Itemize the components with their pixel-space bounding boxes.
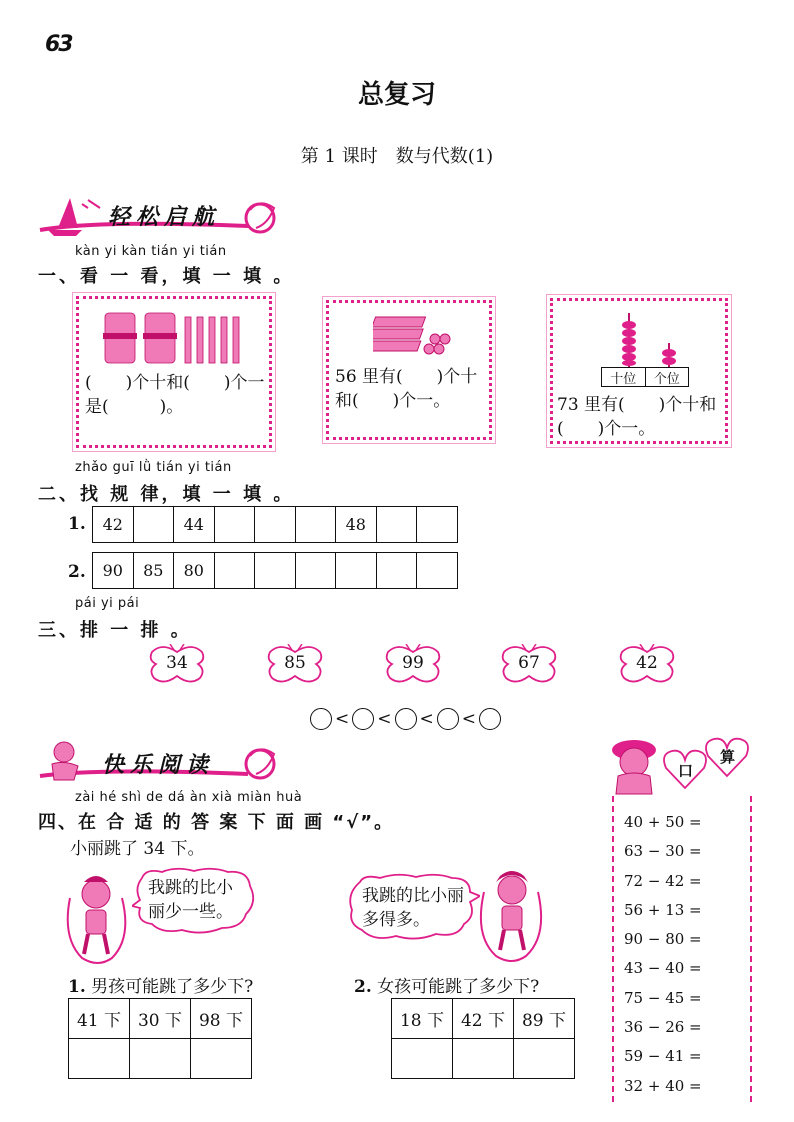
- q4-title: 四、在 合 适 的 答 案 下 面 画 “√”。: [38, 812, 395, 833]
- q2-row2-cell[interactable]: [336, 553, 377, 589]
- q2-row2-cell[interactable]: [295, 553, 336, 589]
- q2-row1-cell: 48: [336, 507, 377, 543]
- q4-part2-table: [391, 998, 575, 1079]
- q3-title: 三、排 一 排 。: [38, 620, 192, 641]
- banner-easy-start: [38, 190, 288, 240]
- mental-calc-item: 43 − 40 =: [624, 959, 702, 978]
- q1-title: 一、看 一 看，填 一 填 。: [38, 266, 295, 287]
- butterfly-number: [500, 644, 558, 688]
- mental-calc-item: 75 − 45 =: [624, 988, 702, 1007]
- q4-part1: [68, 972, 253, 997]
- answer-circle[interactable]: [479, 708, 501, 730]
- q4-part1-table: [68, 998, 252, 1079]
- q2-row2-cell: 85: [133, 553, 174, 589]
- mental-calc-item: 40 + 50 =: [624, 813, 702, 831]
- q1-box3-text: 73 里有( )个十和( )个一。: [557, 395, 717, 439]
- abacus-tens-label: 十位: [602, 368, 646, 386]
- q2-row2-cell: 90: [93, 553, 134, 589]
- q1-pinyin: kàn yi kàn tián yi tián: [75, 244, 227, 259]
- q2-row1-cell: 42: [93, 507, 134, 543]
- mental-calc-item: 32 + 40 =: [624, 1076, 702, 1095]
- butterfly-number: [266, 644, 324, 688]
- abacus-labels: [601, 367, 689, 387]
- boy-jump-rope-icon: [62, 868, 134, 968]
- q2-row1-cell: 44: [174, 507, 215, 543]
- mental-calc-item: 63 − 30 =: [624, 842, 702, 861]
- q4-part2-check-cell[interactable]: [453, 1039, 514, 1079]
- q2-row2-cell[interactable]: [417, 553, 458, 589]
- butterfly-number: [618, 644, 676, 688]
- mental-calc-item: 59 − 41 =: [624, 1047, 702, 1066]
- base-ten-blocks-icon: [373, 313, 453, 357]
- butterfly-number-text: 34: [166, 653, 188, 673]
- page-title: 总复习: [357, 80, 436, 110]
- q4-part1-option: 98 下: [191, 999, 252, 1039]
- q2-row1-cell[interactable]: [133, 507, 174, 543]
- q1-box-abacus: [550, 298, 728, 444]
- banner-happy-reading-title: 快乐阅读: [102, 753, 215, 778]
- q4-part1-check-cell[interactable]: [191, 1039, 252, 1079]
- banner-happy-reading: [38, 738, 288, 788]
- q4-intro: 小丽跳了 34 下。: [70, 839, 205, 859]
- q4-part2-check-cell[interactable]: [392, 1039, 453, 1079]
- butterfly-number-text: 85: [284, 653, 306, 673]
- q4-part1-option: 41 下: [69, 999, 130, 1039]
- q4-part1-text: 男孩可能跳了多少下?: [91, 977, 254, 997]
- q4-part1-label: 1.: [68, 977, 86, 997]
- order-answer-row: [310, 708, 501, 730]
- q2-row1-label: 1.: [68, 514, 86, 534]
- abacus-icon: [597, 313, 687, 375]
- mental-calc-item: 56 + 13 =: [624, 900, 702, 919]
- q2-pinyin: zhǎo guī lǜ tián yi tián: [75, 460, 232, 475]
- mental-calc-label-1: 口: [678, 762, 694, 780]
- mental-calc-item: 90 − 80 =: [624, 930, 702, 949]
- abacus-ones-label: 个位: [653, 372, 680, 387]
- q2-row1-cell[interactable]: [417, 507, 458, 543]
- boy-speech-text: 我跳的比小丽少一些。: [148, 878, 233, 922]
- q4-part2-option: 89 下: [514, 999, 575, 1039]
- q2-row2-cell: 80: [174, 553, 215, 589]
- answer-circle[interactable]: [352, 708, 374, 730]
- girl-with-hat-icon: [604, 734, 660, 796]
- q2-row1-cell[interactable]: [295, 507, 336, 543]
- q2-row2-table: [92, 552, 458, 589]
- girl-speech-text: 我跳的比小丽多得多。: [362, 886, 464, 930]
- answer-circle[interactable]: [437, 708, 459, 730]
- q2-title: 二、找 规 律，填 一 填 。: [38, 484, 295, 505]
- bundled-sticks-icon: [103, 309, 253, 367]
- butterfly-number: [384, 644, 442, 688]
- q2-row2-cell[interactable]: [255, 553, 296, 589]
- q4-part2-check-cell[interactable]: [514, 1039, 575, 1079]
- butterfly-number-text: 99: [402, 653, 424, 673]
- answer-circle[interactable]: [395, 708, 417, 730]
- q2-row1-cell[interactable]: [255, 507, 296, 543]
- less-than-sign: <: [335, 709, 350, 729]
- q1-box-sticks: [76, 296, 272, 448]
- q2-row2-cell[interactable]: [376, 553, 417, 589]
- q4-part2-text: 女孩可能跳了多少下?: [377, 977, 540, 997]
- less-than-sign: <: [461, 709, 476, 729]
- butterfly-number-text: 67: [518, 653, 540, 673]
- q1-box1-text: ( )个十和( )个一是( )。: [85, 373, 265, 417]
- q1-box2-text: 56 里有( )个十和( )个一。: [335, 367, 478, 411]
- q2-row2-cell[interactable]: [214, 553, 255, 589]
- q4-part2-label: 2.: [354, 977, 372, 997]
- less-than-sign: <: [419, 709, 434, 729]
- page-number: 63: [45, 32, 72, 57]
- banner-easy-start-title: 轻松启航: [108, 205, 221, 230]
- q3-pinyin: pái yi pái: [75, 596, 140, 611]
- mental-calc-label-2: 算: [720, 748, 736, 766]
- q2-row1-cell[interactable]: [214, 507, 255, 543]
- q2-row2-label: 2.: [68, 562, 86, 582]
- q4-part2-option: 42 下: [453, 999, 514, 1039]
- girl-jump-rope-icon: [474, 862, 550, 966]
- q4-part2-option: 18 下: [392, 999, 453, 1039]
- less-than-sign: <: [377, 709, 392, 729]
- answer-circle[interactable]: [310, 708, 332, 730]
- butterfly-number-text: 42: [636, 653, 658, 673]
- mental-calc-item: 72 − 42 =: [624, 871, 702, 890]
- q4-part2: [354, 972, 539, 997]
- butterfly-number: [148, 644, 206, 688]
- mental-calc-panel: [612, 796, 752, 1102]
- q4-pinyin: zài hé shì de dá àn xià miàn huà: [75, 790, 303, 805]
- q4-part1-check-cell[interactable]: [69, 1039, 130, 1079]
- q2-row1-cell[interactable]: [376, 507, 417, 543]
- mental-calc-item: 36 − 26 =: [624, 1018, 702, 1037]
- q4-part1-check-cell[interactable]: [130, 1039, 191, 1079]
- q4-part1-option: 30 下: [130, 999, 191, 1039]
- q2-row1-table: [92, 506, 458, 543]
- q1-box-blocks: [326, 300, 492, 440]
- lesson-subtitle: 第 1 课时 数与代数(1): [300, 146, 494, 167]
